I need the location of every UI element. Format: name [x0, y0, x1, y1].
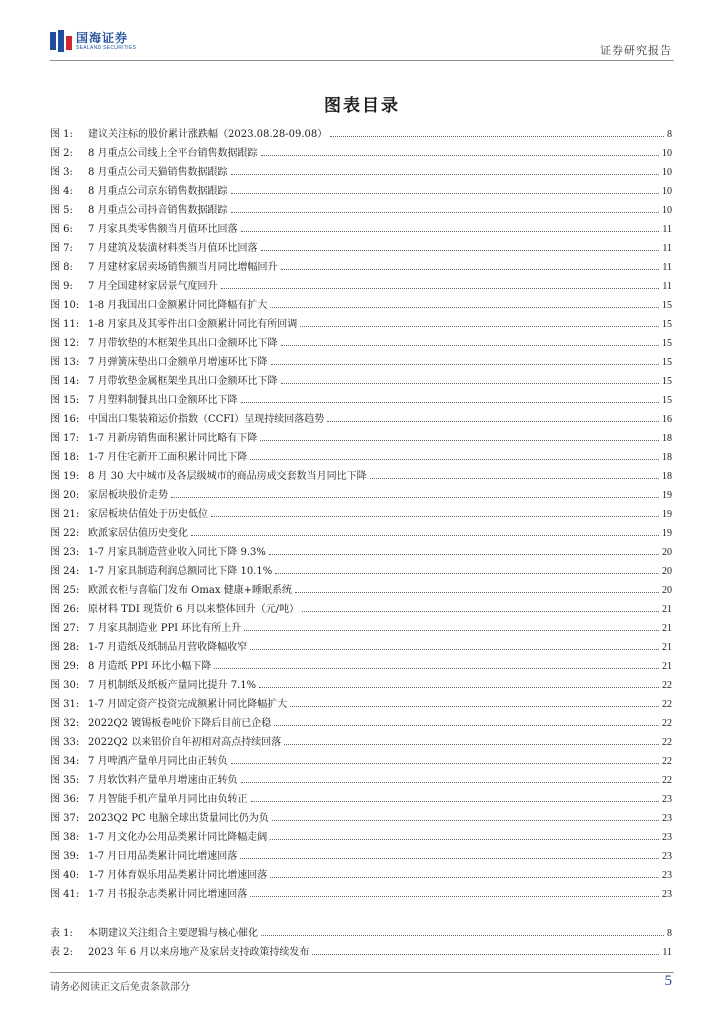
entry-page-number: 11: [662, 947, 672, 958]
dot-leader: [300, 326, 659, 327]
figure-entry[interactable]: [50, 178, 672, 197]
entry-page-number: 11: [662, 224, 672, 235]
dot-leader: [271, 364, 659, 365]
entry-label: 图 20:: [50, 490, 80, 501]
entry-title: 7 月带软垫的木框架坐具出口金额环比下降: [88, 338, 278, 349]
figure-entry[interactable]: [50, 501, 672, 520]
entry-title: 2023 年 6 月以来房地产及家居支持政策持续发布: [88, 947, 310, 958]
dot-leader: [241, 231, 660, 232]
entry-label: 图 13:: [50, 357, 80, 368]
figure-entry[interactable]: [50, 463, 672, 482]
dot-leader: [250, 649, 659, 650]
dot-leader: [191, 535, 659, 536]
entry-title: 7 月智能手机产量单月同比由负转正: [88, 794, 248, 805]
entry-title: 1-7 月书报杂志类累计同比增速回落: [88, 889, 248, 900]
entry-page-number: 22: [662, 718, 672, 729]
dot-leader: [281, 383, 659, 384]
figure-entry[interactable]: [50, 577, 672, 596]
entry-label: 图 34:: [50, 756, 80, 767]
entry-label: 图 2:: [50, 148, 73, 159]
logo-name-en: SEALAND SECURITIES: [76, 44, 137, 51]
table-entry[interactable]: [50, 920, 672, 939]
figure-entry[interactable]: [50, 748, 672, 767]
entry-label: 图 29:: [50, 661, 80, 672]
entry-page-number: 20: [662, 547, 672, 558]
dot-leader: [330, 136, 664, 137]
entry-label: 图 41:: [50, 889, 80, 900]
figure-entry[interactable]: [50, 843, 672, 862]
entry-label: 图 33:: [50, 737, 80, 748]
entry-page-number: 11: [662, 243, 672, 254]
entry-label: 图 17:: [50, 433, 80, 444]
figure-entry[interactable]: [50, 672, 672, 691]
dot-leader: [270, 307, 659, 308]
entry-title: 7 月软饮料产量单月增速由正转负: [88, 775, 238, 786]
figure-entry[interactable]: [50, 216, 672, 235]
dot-leader: [270, 877, 659, 878]
entry-page-number: 21: [662, 661, 672, 672]
entry-label: 表 1:: [50, 928, 73, 939]
table-list: [50, 920, 672, 958]
dot-leader: [250, 459, 659, 460]
dot-leader: [290, 706, 659, 707]
figure-entry[interactable]: [50, 197, 672, 216]
entry-title: 1-8 月我国出口金额累计同比降幅有扩大: [88, 300, 268, 311]
figure-entry[interactable]: [50, 235, 672, 254]
entry-page-number: 16: [662, 414, 672, 425]
figure-entry[interactable]: [50, 406, 672, 425]
header-divider: [50, 60, 674, 61]
entry-title: 8 月造纸 PPI 环比小幅下降: [88, 661, 212, 672]
entry-label: 图 19:: [50, 471, 80, 482]
entry-title: 1-8 月家具及其零件出口金额累计同比有所回调: [88, 319, 298, 330]
entry-label: 图 21:: [50, 509, 80, 520]
entry-label: 图 4:: [50, 186, 73, 197]
dot-leader: [275, 573, 659, 574]
entry-page-number: 23: [662, 813, 672, 824]
entry-title: 7 月塑料制餐具出口金额环比下降: [88, 395, 238, 406]
figure-entry[interactable]: [50, 444, 672, 463]
entry-page-number: 11: [662, 281, 672, 292]
figure-entry[interactable]: [50, 653, 672, 672]
entry-title: 1-7 月家具制造营业收入同比下降 9.3%: [88, 547, 266, 558]
entry-label: 图 39:: [50, 851, 80, 862]
entry-label: 图 25:: [50, 585, 80, 596]
entry-page-number: 22: [662, 775, 672, 786]
report-type: 证券研究报告: [600, 44, 672, 57]
entry-title: 8 月重点公司天猫销售数据跟踪: [88, 167, 228, 178]
entry-label: 图 9:: [50, 281, 73, 292]
entry-title: 2023Q2 PC 电脑全球出货量同比仍为负: [88, 813, 269, 824]
entry-title: 7 月全国建材家居景气度回升: [88, 281, 218, 292]
figure-entry[interactable]: [50, 539, 672, 558]
entry-label: 图 3:: [50, 167, 73, 178]
entry-label: 图 30:: [50, 680, 80, 691]
dot-leader: [241, 782, 659, 783]
dot-leader: [231, 174, 659, 175]
dot-leader: [274, 725, 659, 726]
entry-label: 图 16:: [50, 414, 80, 425]
table-entry[interactable]: [50, 939, 672, 958]
entry-title: 1-7 月造纸及纸制品月营收降幅收窄: [88, 642, 248, 653]
entry-title: 8 月 30 大中城市及各层级城市的商品房成交套数当月同比下降: [88, 471, 367, 482]
figure-entry[interactable]: [50, 311, 672, 330]
figure-entry[interactable]: [50, 273, 672, 292]
entry-page-number: 11: [662, 262, 672, 273]
dot-leader: [302, 611, 659, 612]
entry-title: 原材料 TDI 现货价 6 月以来整体回升（元/吨）: [88, 604, 300, 615]
entry-title: 1-7 月家具制造利润总额同比下降 10.1%: [88, 566, 273, 577]
entry-label: 图 38:: [50, 832, 80, 843]
figure-entry[interactable]: [50, 121, 672, 140]
figure-entry[interactable]: [50, 596, 672, 615]
dot-leader: [269, 554, 659, 555]
entry-label: 图 23:: [50, 547, 80, 558]
entry-page-number: 19: [662, 528, 672, 539]
entry-title: 中国出口集装箱运价指数（CCFI）呈现持续回落趋势: [88, 414, 325, 425]
entry-title: 8 月重点公司线上全平台销售数据跟踪: [88, 148, 258, 159]
entry-page-number: 19: [662, 509, 672, 520]
figure-entry[interactable]: [50, 520, 672, 539]
figure-entry[interactable]: [50, 881, 672, 900]
entry-label: 图 7:: [50, 243, 73, 254]
entry-page-number: 10: [662, 148, 672, 159]
figure-list: [50, 121, 672, 900]
logo-mark-icon: [50, 30, 72, 52]
entry-label: 图 12:: [50, 338, 80, 349]
entry-page-number: 20: [662, 585, 672, 596]
entry-page-number: 22: [662, 699, 672, 710]
entry-page-number: 15: [662, 300, 672, 311]
dot-leader: [251, 801, 659, 802]
figure-entry[interactable]: [50, 691, 672, 710]
page-header: [50, 28, 674, 62]
figure-entry[interactable]: [50, 710, 672, 729]
dot-leader: [284, 744, 659, 745]
entry-title: 建议关注标的股价累计涨跌幅（2023.08.28-09.08）: [88, 129, 328, 140]
company-logo: [50, 28, 136, 54]
figure-entry[interactable]: [50, 330, 672, 349]
entry-title: 8 月重点公司抖音销售数据跟踪: [88, 205, 228, 216]
dot-leader: [270, 839, 659, 840]
figure-entry[interactable]: [50, 862, 672, 881]
entry-title: 7 月建筑及装潢材料类当月值环比回落: [88, 243, 258, 254]
dot-leader: [214, 668, 659, 669]
entry-page-number: 15: [662, 376, 672, 387]
entry-label: 图 35:: [50, 775, 80, 786]
figure-entry[interactable]: [50, 786, 672, 805]
entry-label: 图 37:: [50, 813, 80, 824]
dot-leader: [231, 212, 659, 213]
entry-title: 7 月家具制造业 PPI 环比有所上升: [88, 623, 242, 634]
dot-leader: [171, 497, 659, 498]
entry-page-number: 15: [662, 357, 672, 368]
figure-entry[interactable]: [50, 482, 672, 501]
figure-entry[interactable]: [50, 387, 672, 406]
entry-label: 图 11:: [50, 319, 80, 330]
figure-entry[interactable]: [50, 767, 672, 786]
dot-leader: [260, 440, 659, 441]
figure-entry[interactable]: [50, 425, 672, 444]
entry-page-number: 21: [662, 604, 672, 615]
entry-title: 7 月建材家居卖场销售额当月同比增幅回升: [88, 262, 278, 273]
entry-page-number: 21: [662, 623, 672, 634]
entry-label: 图 36:: [50, 794, 80, 805]
entry-page-number: 10: [662, 167, 672, 178]
dot-leader: [281, 269, 660, 270]
entry-label: 图 8:: [50, 262, 73, 273]
entry-label: 图 5:: [50, 205, 73, 216]
footer-divider: [50, 972, 674, 973]
entry-label: 图 10:: [50, 300, 80, 311]
entry-page-number: 22: [662, 737, 672, 748]
figure-entry[interactable]: [50, 824, 672, 843]
entry-label: 图 26:: [50, 604, 80, 615]
entry-title: 1-7 月新房销售面积累计同比略有下降: [88, 433, 258, 444]
dot-leader: [370, 478, 659, 479]
entry-page-number: 23: [662, 851, 672, 862]
entry-page-number: 10: [662, 186, 672, 197]
figure-entry[interactable]: [50, 140, 672, 159]
entry-title: 1-7 月住宅新开工面积累计同比下降: [88, 452, 248, 463]
dot-leader: [221, 288, 660, 289]
entry-page-number: 15: [662, 395, 672, 406]
entry-title: 2022Q2 以来铝价自年初相对高点持续回落: [88, 737, 282, 748]
entry-page-number: 23: [662, 794, 672, 805]
dot-leader: [240, 858, 659, 859]
dot-leader: [231, 763, 659, 764]
entry-page-number: 23: [662, 889, 672, 900]
entry-label: 表 2:: [50, 947, 73, 958]
entry-title: 7 月家具类零售额当月值环比回落: [88, 224, 238, 235]
entry-label: 图 1:: [50, 129, 73, 140]
figure-entry[interactable]: [50, 254, 672, 273]
entry-title: 1-7 月日用品类累计同比增速回落: [88, 851, 238, 862]
figure-entry[interactable]: [50, 349, 672, 368]
entry-page-number: 23: [662, 832, 672, 843]
entry-label: 图 22:: [50, 528, 80, 539]
figure-entry[interactable]: [50, 159, 672, 178]
entry-title: 本期建议关注组合主要逻辑与核心催化: [88, 928, 258, 939]
entry-page-number: 20: [662, 566, 672, 577]
figure-entry[interactable]: [50, 292, 672, 311]
entry-label: 图 18:: [50, 452, 80, 463]
disclaimer-note: 请务必阅读正文后免责条款部分: [50, 982, 190, 993]
entry-page-number: 15: [662, 338, 672, 349]
entry-page-number: 18: [662, 452, 672, 463]
dot-leader: [231, 193, 659, 194]
figure-entry[interactable]: [50, 615, 672, 634]
entry-title: 1-7 月固定资产投资完成额累计同比降幅扩大: [88, 699, 288, 710]
entry-page-number: 21: [662, 642, 672, 653]
entry-page-number: 18: [662, 471, 672, 482]
toc-title: 图表目录: [324, 96, 400, 116]
figure-entry[interactable]: [50, 805, 672, 824]
figure-entry[interactable]: [50, 634, 672, 653]
entry-label: 图 40:: [50, 870, 80, 881]
dot-leader: [244, 630, 659, 631]
entry-label: 图 15:: [50, 395, 80, 406]
entry-title: 家居板块估值处于历史低位: [88, 509, 208, 520]
entry-title: 1-7 月文化办公用品类累计同比降幅走阔: [88, 832, 268, 843]
dot-leader: [211, 516, 659, 517]
entry-page-number: 8: [667, 129, 672, 140]
entry-label: 图 28:: [50, 642, 80, 653]
logo-name-cn: 国海证券: [76, 30, 129, 45]
entry-page-number: 8: [667, 928, 672, 939]
entry-title: 1-7 月体育娱乐用品类累计同比增速回落: [88, 870, 268, 881]
entry-label: 图 27:: [50, 623, 80, 634]
entry-page-number: 18: [662, 433, 672, 444]
figure-entry[interactable]: [50, 729, 672, 748]
entry-title: 7 月弹簧床垫出口金额单月增速环比下降: [88, 357, 268, 368]
page-number: 5: [664, 973, 672, 989]
entry-title: 7 月机制纸及纸板产量同比提升 7.1%: [88, 680, 257, 691]
dot-leader: [327, 421, 659, 422]
figure-entry[interactable]: [50, 558, 672, 577]
entry-page-number: 22: [662, 680, 672, 691]
entry-title: 7 月啤酒产量单月同比由正转负: [88, 756, 228, 767]
dot-leader: [250, 896, 659, 897]
entry-title: 8 月重点公司京东销售数据跟踪: [88, 186, 228, 197]
entry-label: 图 32:: [50, 718, 80, 729]
entry-page-number: 22: [662, 756, 672, 767]
figure-entry[interactable]: [50, 368, 672, 387]
entry-label: 图 31:: [50, 699, 80, 710]
dot-leader: [261, 935, 664, 936]
dot-leader: [259, 687, 659, 688]
entry-page-number: 15: [662, 319, 672, 330]
entry-label: 图 24:: [50, 566, 80, 577]
entry-page-number: 10: [662, 205, 672, 216]
dot-leader: [241, 402, 659, 403]
entry-title: 2022Q2 镀锡板卷吨价下降后目前已企稳: [88, 718, 272, 729]
entry-page-number: 23: [662, 870, 672, 881]
entry-title: 7 月带软垫金属框架坐具出口金额环比下降: [88, 376, 278, 387]
dot-leader: [272, 820, 659, 821]
entry-label: 图 14:: [50, 376, 80, 387]
entry-label: 图 6:: [50, 224, 73, 235]
dot-leader: [312, 954, 659, 955]
dot-leader: [261, 250, 660, 251]
dot-leader: [281, 345, 659, 346]
dot-leader: [295, 592, 659, 593]
dot-leader: [261, 155, 659, 156]
entry-page-number: 19: [662, 490, 672, 501]
entry-title: 家居板块股价走势: [88, 490, 168, 501]
entry-title: 欧派家居估值历史变化: [88, 528, 188, 539]
entry-title: 欧派衣柜与喜临门发布 Omax 健康+睡眠系统: [88, 585, 293, 596]
